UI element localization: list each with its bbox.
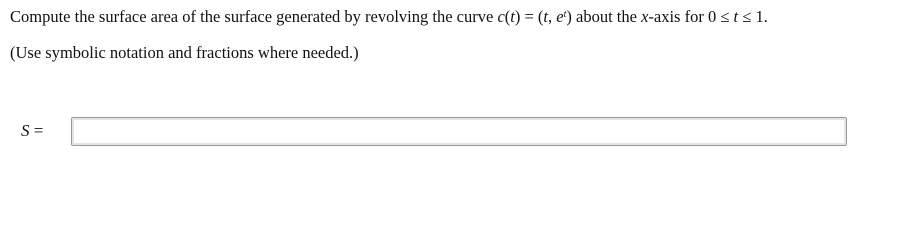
curve-equals: ) = ( (514, 7, 544, 26)
bound-variable-t: t (729, 7, 739, 26)
answer-variable: S (21, 121, 30, 140)
curve-function-name: c (497, 7, 505, 26)
question-text (10, 6, 768, 28)
answer-label (21, 120, 43, 142)
curve-close: ) (566, 7, 572, 26)
curve-arg-open: ( (504, 7, 511, 26)
answer-input[interactable] (71, 117, 847, 146)
question-prefix: Compute the surface area of the surface generated by revolving the curve (10, 7, 498, 26)
less-equal-symbol-1: ≤ (720, 7, 730, 26)
less-equal-symbol-2: ≤ (738, 7, 752, 26)
curve-coordinate-e: e (556, 7, 564, 26)
curve-arg: t (510, 7, 515, 26)
answer-equals: = (29, 121, 44, 140)
curve-coordinate-t: t (543, 7, 549, 26)
instruction-text: (Use symbolic notation and fractions where needed.) (10, 43, 359, 62)
axis-suffix: -axis for 0 (648, 7, 721, 26)
exponent-t: t (563, 9, 567, 20)
question-middle: about the (571, 7, 642, 26)
answer-row (0, 115, 904, 149)
upper-bound: 1. (751, 7, 768, 26)
axis-name: x (641, 7, 649, 26)
curve-coordinate-separator: , (548, 7, 557, 26)
